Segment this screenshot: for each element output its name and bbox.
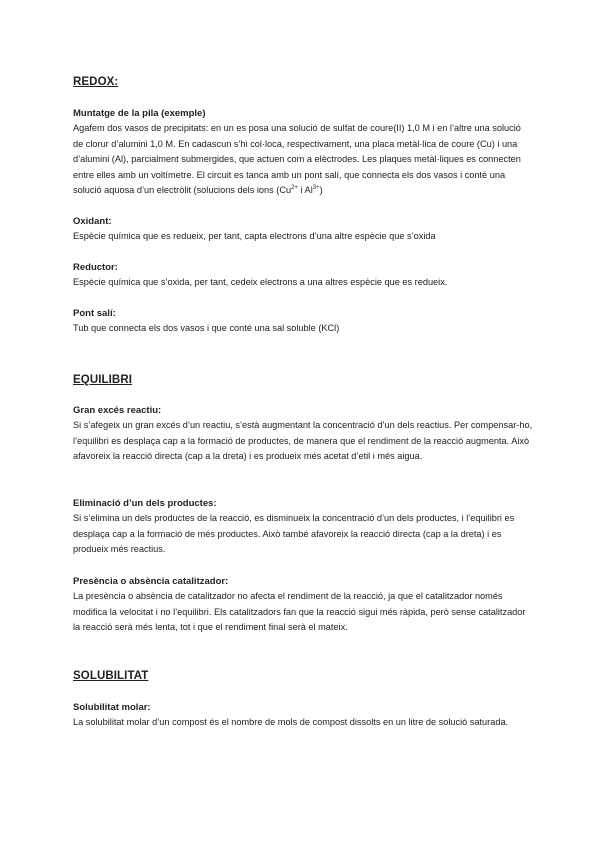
block-catalitzador bbox=[73, 576, 533, 636]
superscript-cu-charge: 2+ bbox=[291, 185, 298, 192]
text-oxidant: Espècie química que es redueix, per tant, capta electrons d’una altre espècie que s’oxida bbox=[73, 231, 436, 241]
heading-pont-sali: Pont salí: bbox=[73, 308, 116, 319]
heading-reductor: Reductor: bbox=[73, 262, 118, 273]
section-title-equilibri: EQUILIBRI bbox=[73, 374, 133, 386]
text-catalitzador: La presència o absència de catalitzador no afecta el rendiment de la reacció, ja que el catalitzador només modifica la velocitat i no l’equilibri. Els catalitzadors fan que la reacció sigui més ràpida, però sense catalitzador la reacció serà més lenta, tot i que el rendiment final serà el mateix. bbox=[73, 591, 526, 633]
section-redox bbox=[73, 76, 533, 88]
section-solubilitat bbox=[73, 670, 533, 682]
heading-muntatge: Muntatge de la pila (exemple) bbox=[73, 108, 206, 119]
heading-solubilitat-molar: Solubilitat molar: bbox=[73, 702, 151, 713]
section-title-solubilitat: SOLUBILITAT bbox=[73, 670, 149, 682]
block-muntatge bbox=[73, 108, 533, 199]
section-equilibri bbox=[73, 374, 533, 386]
section-title-redox: REDOX: bbox=[73, 76, 119, 88]
heading-catalitzador: Presència o absència catalitzador: bbox=[73, 576, 229, 587]
text-muntatge-main: Agafem dos vasos de precipitats: en un es posa una solució de sulfat de coure(II) 1,0 M i en l’altre una solució de clorur d’alumini 1,0 M. En cadascun s’hi col·loca, respectivament, una placa metàl·lica de coure (Cu) i una d’alumini (Al), parcialment submergides, que actuen com a elèctrodes. Les plaques metàl·liques es connecten entre elles amb un voltímetre. El circuit es tanca amb un pont salí, que connecta els dos vasos i conté una solució aquosa d’un electròlit (solucions dels ions (Cu bbox=[73, 123, 521, 196]
block-eliminacio bbox=[73, 498, 533, 558]
text-gran-exces: Si s’afegeix un gran excés d’un reactiu, s’està augmentant la concentració d’un dels reactius. Per compensar-ho, l’equilibri es desplaça cap a la formació de productes, de manera que el rendiment de la reacció augmenta. Això afavoreix la reacció directa (cap a la dreta) i es produeix més acetat d’etil i més aigua. bbox=[73, 420, 533, 462]
text-solubilitat-molar: La solubilitat molar d’un compost és el nombre de mols de compost dissolts en un litre de solució saturada. bbox=[73, 717, 509, 727]
text-reductor: Espècie química que s’oxida, per tant, cedeix electrons a una altres espècie que es redueix. bbox=[73, 277, 448, 287]
heading-eliminacio: Eliminació d’un dels productes: bbox=[73, 498, 217, 509]
block-oxidant bbox=[73, 216, 533, 245]
heading-gran-exces: Gran excés reactiu: bbox=[73, 405, 162, 416]
block-pont-sali bbox=[73, 308, 533, 337]
block-reductor bbox=[73, 262, 533, 291]
block-gran-exces bbox=[73, 405, 533, 465]
superscript-al-charge: 3+ bbox=[312, 185, 320, 192]
text-muntatge-mid: i Al bbox=[297, 185, 313, 196]
text-eliminacio: Si s’elimina un dels productes de la reacció, es disminueix la concentració d’un dels productes, i l’equilibri es desplaça cap a la formació de més productes. Això també afavoreix la reacció directa (cap a la dreta) i es produeix més reactius. bbox=[73, 513, 515, 555]
block-solubilitat-molar bbox=[73, 702, 533, 731]
text-pont-sali: Tub que connecta els dos vasos i que conté una sal soluble (KCl) bbox=[73, 323, 340, 333]
text-muntatge bbox=[73, 121, 533, 199]
text-muntatge-end: ) bbox=[319, 185, 323, 196]
heading-oxidant: Oxidant: bbox=[73, 216, 112, 227]
